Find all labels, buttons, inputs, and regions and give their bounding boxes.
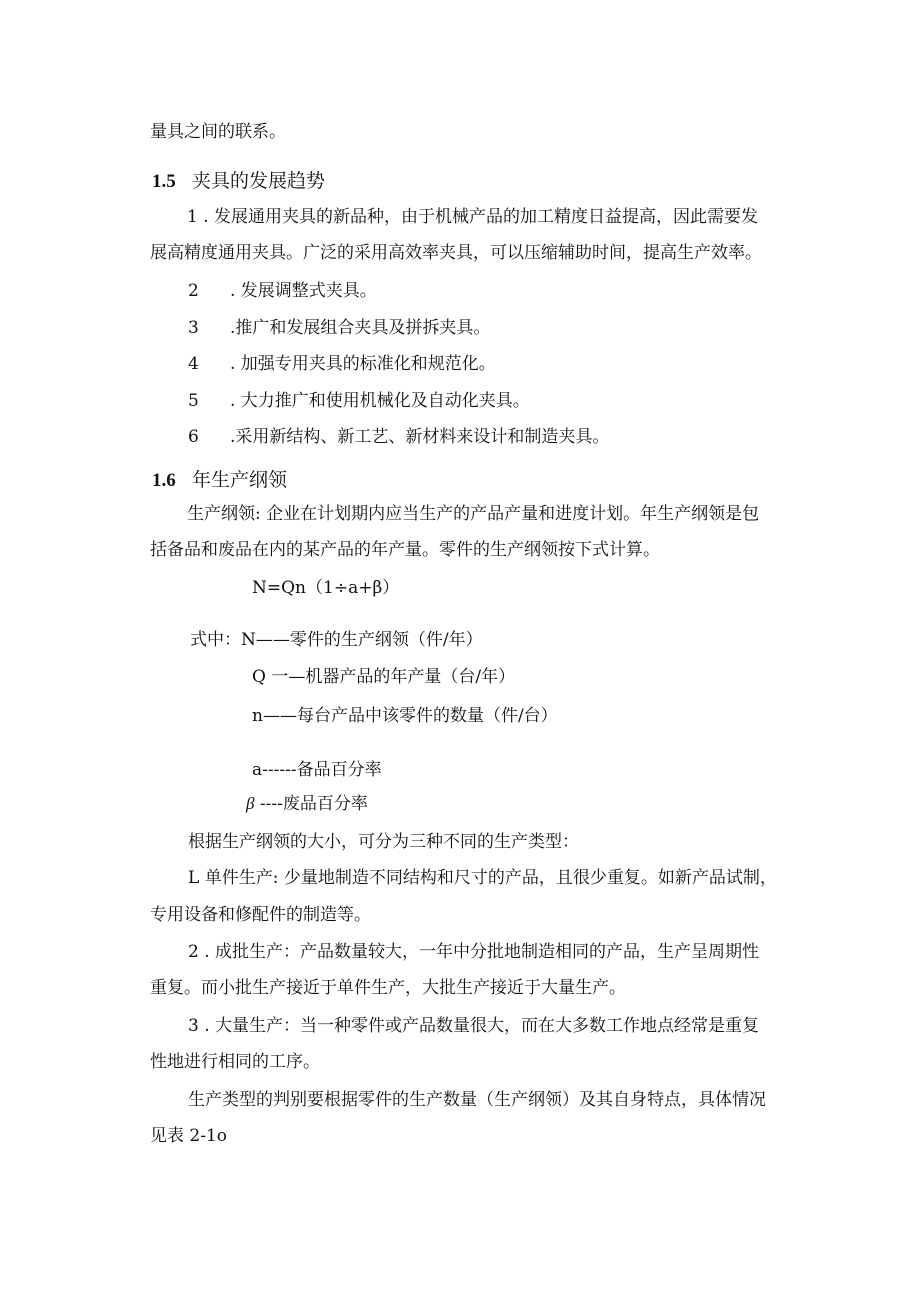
- list-item-text: . 大力推广和使用机械化及自动化夹具。: [230, 391, 530, 411]
- paragraph-line: 性地进行相同的工序。: [150, 1052, 320, 1072]
- formula-legend-line: Q 一—机器产品的年产量（台/年）: [252, 667, 516, 687]
- formula-legend-line: n——每台产品中该零件的数量（件/台）: [252, 706, 558, 726]
- section-number: 1.6: [152, 470, 176, 491]
- list-item: [188, 389, 530, 413]
- section-heading-1-6: [152, 467, 287, 494]
- section-title: 夹具的发展趋势: [192, 170, 326, 192]
- list-item-text: . 发展调整式夹具。: [230, 281, 377, 301]
- list-item-number: 6: [188, 427, 199, 447]
- paragraph-line: L 单件生产: 少量地制造不同结构和尺寸的产品，且很少重复。如新产品试制，: [188, 868, 777, 888]
- list-item: [188, 425, 609, 449]
- paragraph-line: 专用设备和修配件的制造等。: [150, 905, 371, 925]
- formula-legend-line: [246, 792, 368, 816]
- list-item: [188, 279, 377, 303]
- paragraph-line: 根据生产纲领的大小，可分为三种不同的生产类型：: [188, 832, 579, 852]
- paragraph-line: 生产类型的判别要根据零件的生产数量（生产纲领）及其自身特点，具体情况: [188, 1090, 766, 1110]
- formula-legend-line: a------备品百分率: [252, 760, 382, 780]
- list-item-text: . 加强专用夹具的标准化和规范化。: [230, 354, 496, 374]
- paragraph-line: 1 . 发展通用夹具的新品种，由于机械产品的加工精度日益提高，因此需要发: [187, 207, 759, 227]
- list-item-text: .采用新结构、新工艺、新材料来设计和制造夹具。: [230, 427, 610, 447]
- section-title: 年生产纲领: [192, 469, 288, 491]
- list-item-text: .推广和发展组合夹具及拼拆夹具。: [230, 318, 491, 338]
- list-item-number: 2: [188, 281, 199, 301]
- paragraph-line: 见表 2-1o: [150, 1126, 228, 1146]
- list-item-number: 5: [188, 391, 199, 411]
- list-item-number: 4: [188, 354, 199, 374]
- section-heading-1-5: [152, 168, 325, 195]
- paragraph-line: 重复。而小批生产接近于单件生产，大批生产接近于大量生产。: [150, 978, 626, 998]
- formula-legend-text: ----废品百分率: [254, 794, 368, 814]
- list-item: [188, 316, 490, 340]
- paragraph-line: 3 . 大量生产：当一种零件或产品数量很大，而在大多数工作地点经常是重复: [188, 1016, 760, 1036]
- paragraph-line: 生产纲领: 企业在计划期内应当生产的产品产量和进度计划。年生产纲领是包: [187, 504, 760, 524]
- formula: N=Qn（1÷a+β）: [252, 578, 400, 598]
- list-item-number: 3: [188, 318, 199, 338]
- formula-legend-line: 式中：N——零件的生产纲领（件/年）: [190, 630, 483, 650]
- paragraph-line: 括备品和废品在内的某产品的年产量。零件的生产纲领按下式计算。: [150, 540, 660, 560]
- paragraph-line: 2 . 成批生产：产品数量较大，一年中分批地制造相同的产品，生产呈周期性: [188, 942, 760, 962]
- section-number: 1.5: [152, 171, 176, 192]
- continuation-text: 量具之间的联系。: [150, 122, 286, 142]
- paragraph-line: 展高精度通用夹具。广泛的采用高效率夹具，可以压缩辅助时间，提高生产效率。: [150, 243, 762, 263]
- beta-symbol: β: [246, 794, 255, 813]
- list-item: [188, 352, 496, 376]
